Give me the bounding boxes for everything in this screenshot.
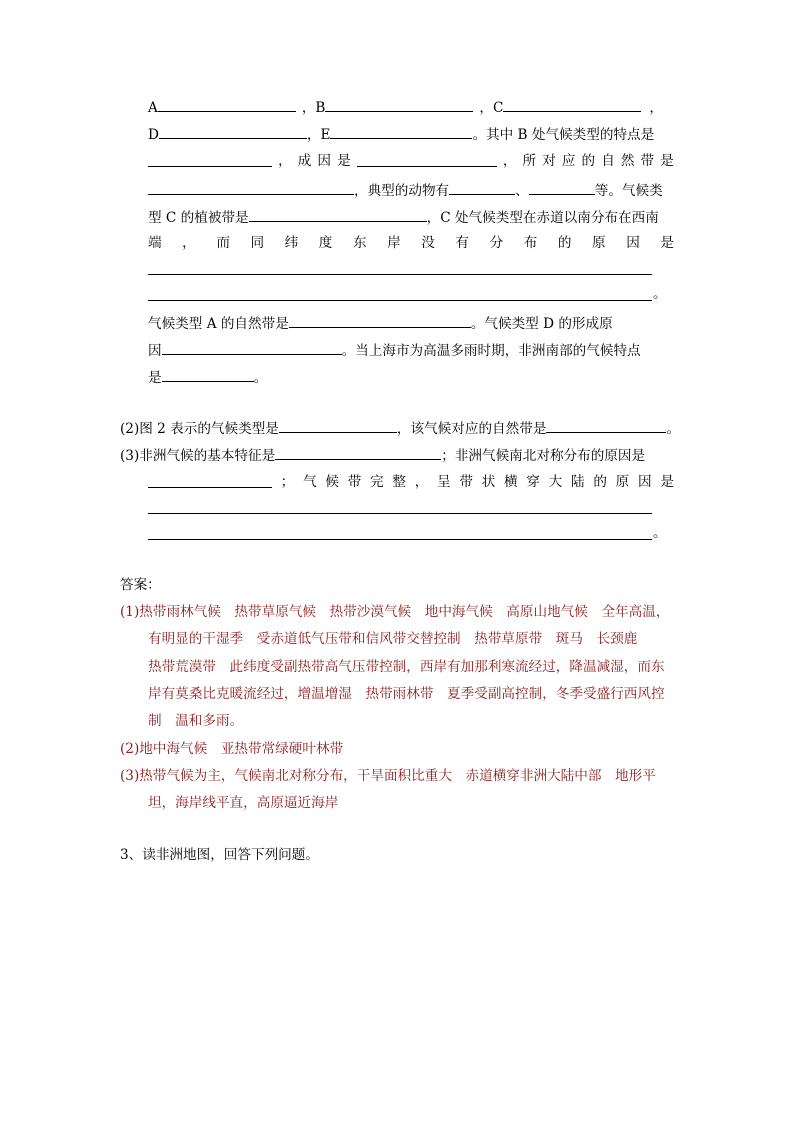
char: 有 (455, 235, 469, 251)
question-3: 3、读非洲地图，回答下列问题。 (120, 847, 319, 863)
char: 是 (660, 235, 674, 251)
blank-a[interactable] (158, 97, 296, 112)
char: 而 (216, 235, 230, 251)
char: 因 (317, 153, 332, 169)
char: 的 (593, 474, 607, 490)
answer-line[interactable] (148, 300, 652, 301)
char: 气 (303, 474, 317, 490)
answer-2: (2)地中海气候 亚热带常绿硬叶林带 (120, 741, 344, 757)
char: 候 (325, 474, 339, 490)
char: 带 (640, 153, 655, 169)
answer-heading: 答案： (120, 577, 161, 593)
q2-line-1 (148, 97, 663, 115)
punct: 。 (653, 286, 667, 302)
answer-line[interactable] (148, 274, 652, 275)
char: 纬 (284, 235, 299, 251)
char: 的 (557, 235, 572, 251)
char: 状 (481, 474, 496, 490)
text: 型 C 的植被带是 (148, 210, 249, 226)
char: 呈 (437, 474, 451, 490)
char: 大 (548, 474, 563, 490)
blank-c[interactable] (503, 97, 641, 112)
blank-a-zone[interactable] (289, 313, 471, 328)
answer-3-line: (3)热带气候为主，气候南北对称分布，干旱面积比重大 赤道横穿非洲大陆中部 地形平 (120, 768, 656, 784)
text: ，C 处气候类型在赤道以南分布在西南 (426, 210, 659, 226)
char: 整 (392, 474, 406, 490)
text: 气候类型 A 的自然带是 (148, 316, 289, 332)
char: ， (182, 235, 196, 251)
label-c: ，C (479, 100, 504, 116)
answer-1-line: 制 温和多雨。 (148, 713, 244, 729)
char: ， (502, 153, 517, 169)
char: 所 (522, 153, 537, 169)
label-a: A (148, 100, 158, 116)
blank-b-feature[interactable] (148, 152, 272, 167)
char: 东 (352, 235, 367, 251)
text: 。 (666, 421, 681, 437)
q2-line-9 (148, 340, 641, 358)
subquestion-2 (120, 418, 680, 436)
char: 因 (637, 474, 652, 490)
text: ，该气候对应的自然带是 (396, 421, 547, 437)
blank-d-cause[interactable] (162, 340, 342, 355)
text: 。 (253, 370, 268, 386)
q2-line-2 (148, 124, 654, 142)
answer-3-line: 坦，海岸线平直，高原逼近海岸 (148, 795, 339, 811)
answer-line[interactable] (148, 513, 652, 514)
blank-south-africa-climate[interactable] (162, 367, 254, 382)
q2-line-4 (148, 180, 663, 198)
char: 陆 (571, 474, 585, 490)
blank-symmetry-cause[interactable] (148, 473, 272, 488)
blank-natural-zone[interactable] (148, 180, 354, 195)
q2-text: 。其中 B 处气候类型的特点是 (472, 127, 655, 143)
blank-c-vegetation[interactable] (249, 207, 427, 222)
label-b: ，B (301, 100, 326, 116)
text: (3)非洲气候的基本特征是 (120, 448, 276, 464)
subquestion-3 (120, 445, 645, 463)
text: 。气候类型 D 的形成原 (470, 316, 613, 332)
char: 是 (660, 474, 674, 490)
answer-1-line: 有明显的干湿季 受赤道低气压带和信风带交替控制 热带草原带 斑马 长颈鹿 (148, 631, 638, 647)
char: 带 (459, 474, 473, 490)
q2-line-8 (148, 313, 613, 331)
char: 的 (581, 153, 596, 169)
label-e: ，E (306, 127, 331, 143)
blank-b[interactable] (325, 97, 473, 112)
char: 原 (592, 235, 606, 251)
char: ， (414, 474, 429, 490)
punct: 。 (653, 525, 667, 541)
text: ；非洲气候南北对称分布的原因是 (441, 448, 646, 464)
char: 度 (318, 235, 333, 251)
char: 带 (347, 474, 362, 490)
answer-1-line: (1)热带雨林气候 热带草原气候 热带沙漠气候 地中海气候 高原山地气候 全年高温， (120, 604, 670, 620)
q2-line-10 (148, 367, 267, 385)
blank-b-cause[interactable] (357, 152, 497, 167)
q2-line-6 (148, 234, 674, 252)
blank-fig2-zone[interactable] (546, 418, 666, 433)
char: 端 (148, 235, 162, 251)
char: 然 (620, 153, 635, 169)
text: ，典型的动物有 (354, 183, 450, 199)
answer-line[interactable] (148, 539, 652, 540)
punct: ， (649, 100, 664, 116)
char: 对 (542, 153, 556, 169)
char: 因 (626, 235, 640, 251)
char: ， (278, 153, 292, 169)
char: 是 (660, 153, 674, 169)
char: 横 (504, 474, 518, 490)
blank-animal-2[interactable] (529, 180, 595, 195)
char: 岸 (387, 235, 401, 251)
text: 因 (148, 343, 162, 359)
text: 等。气候类 (594, 183, 663, 199)
subquestion-3-line-2 (148, 473, 674, 491)
blank-fig2-climate[interactable] (279, 418, 397, 433)
blank-animal-1[interactable] (449, 180, 515, 195)
char: 完 (370, 474, 384, 490)
text: (2)图 2 表示的气候类型是 (120, 421, 279, 437)
text: 、 (515, 183, 529, 199)
char: 没 (421, 235, 435, 251)
char: 是 (337, 153, 351, 169)
text: 。当上海市为高温多雨时期，非洲南部的气候特点 (341, 343, 641, 359)
label-d: D (148, 127, 159, 143)
blank-africa-feature[interactable] (275, 445, 441, 460)
q2-line-5 (148, 207, 659, 225)
blank-d[interactable] (159, 124, 307, 139)
q2-line-3 (148, 152, 674, 170)
char: 同 (250, 235, 265, 251)
char: 穿 (526, 474, 540, 490)
blank-e[interactable] (330, 124, 472, 139)
answer-1-line: 岸有莫桑比克暖流经过，增温增湿 热带雨林带 夏季受副高控制，冬季受盛行西风控 (148, 686, 665, 702)
char: 自 (601, 153, 615, 169)
char: ； (280, 474, 295, 490)
answer-1-line: 热带荒漠带 此纬度受副热带高气压带控制，西岸有加那利寒流经过，降温减湿，而东 (148, 659, 665, 675)
char: 应 (561, 153, 576, 169)
char: 分 (489, 235, 504, 251)
text: 是 (148, 370, 162, 386)
char: 成 (297, 153, 312, 169)
char: 原 (615, 474, 630, 490)
char: 布 (523, 235, 538, 251)
